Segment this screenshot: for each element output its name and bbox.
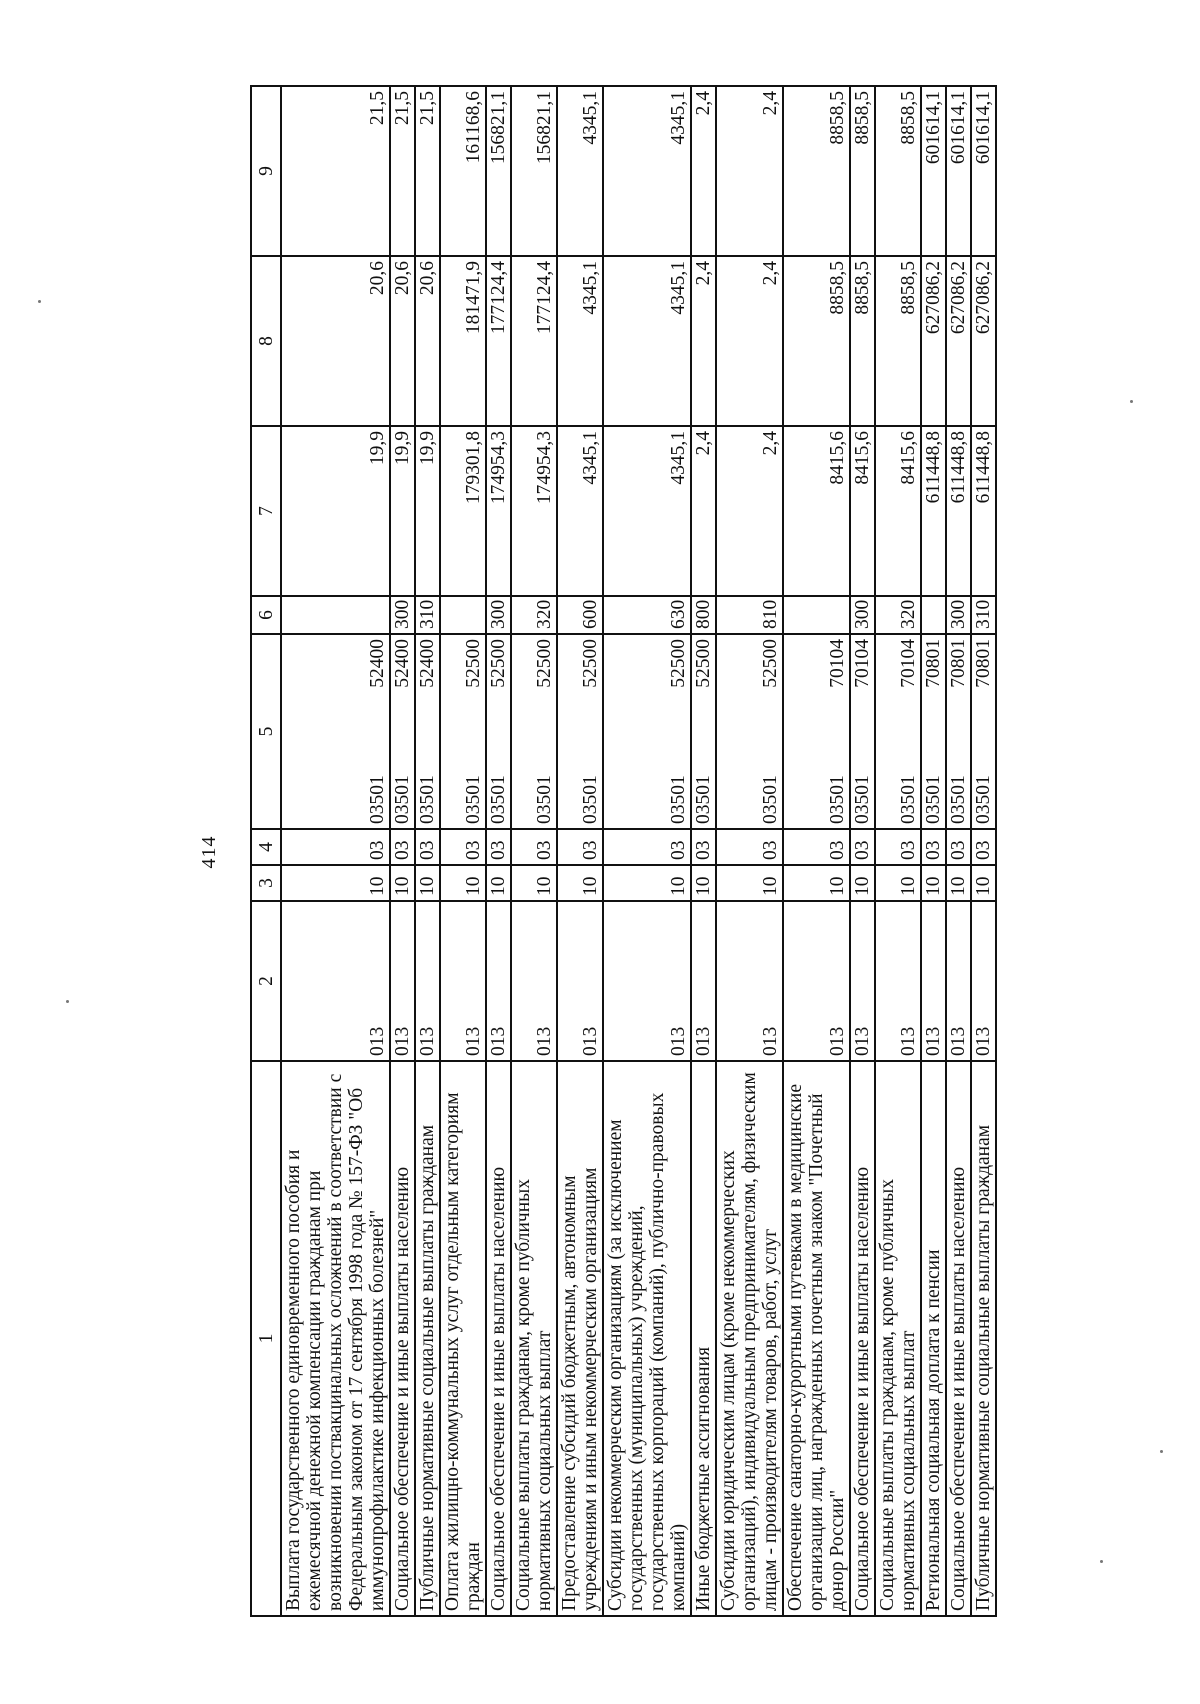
row-section-cell: 10 <box>716 865 783 901</box>
table-row <box>415 86 440 1616</box>
row-expense-type-cell: 300 <box>486 596 511 634</box>
row-subsection-cell: 03 <box>716 829 783 865</box>
row-amount-year2-cell: 627086,2 <box>921 256 946 426</box>
target-program-code: 03501 <box>367 775 388 824</box>
row-amount-year3-cell: 601614,1 <box>921 86 946 256</box>
header-cell: 8 <box>251 256 281 426</box>
row-target-code-cell <box>390 634 415 829</box>
row-section-cell: 10 <box>691 865 716 901</box>
table-row <box>971 86 996 1616</box>
row-amount-year1-cell: 19,9 <box>415 426 440 596</box>
row-target-code-cell <box>875 634 921 829</box>
row-subsection-cell: 03 <box>486 829 511 865</box>
table-row <box>783 86 850 1616</box>
row-amount-year3-cell: 8858,5 <box>850 86 875 256</box>
target-direction-code: 70801 <box>923 639 944 688</box>
target-program-code: 03501 <box>973 775 994 824</box>
row-amount-year1-cell: 4345,1 <box>557 426 603 596</box>
row-admin-code-cell: 013 <box>281 901 390 1061</box>
row-expense-type-cell <box>440 596 486 634</box>
row-amount-year2-cell: 2,4 <box>691 256 716 426</box>
row-expense-type-cell: 320 <box>875 596 921 634</box>
row-amount-year2-cell: 20,6 <box>390 256 415 426</box>
row-expense-type-cell: 300 <box>850 596 875 634</box>
row-amount-year1-cell: 8415,6 <box>875 426 921 596</box>
header-cell: 1 <box>251 1061 281 1616</box>
table-row <box>875 86 921 1616</box>
row-section-cell: 10 <box>946 865 971 901</box>
header-row <box>251 86 281 1616</box>
table-row <box>921 86 946 1616</box>
row-name-cell: Публичные нормативные социальные выплаты гражданам <box>415 1061 440 1616</box>
row-subsection-cell: 03 <box>440 829 486 865</box>
row-amount-year1-cell: 611448,8 <box>946 426 971 596</box>
row-expense-type-cell: 300 <box>946 596 971 634</box>
table-row <box>946 86 971 1616</box>
row-admin-code-cell: 013 <box>557 901 603 1061</box>
row-name-cell: Предоставление субсидий бюджетным, автономным учреждениям и иным некоммерческим организациям <box>557 1061 603 1616</box>
target-program-code: 03501 <box>898 775 919 824</box>
row-subsection-cell: 03 <box>691 829 716 865</box>
row-admin-code-cell: 013 <box>511 901 557 1061</box>
row-amount-year2-cell: 627086,2 <box>971 256 996 426</box>
target-program-code: 03501 <box>760 775 781 824</box>
row-name-cell: Иные бюджетные ассигнования <box>691 1061 716 1616</box>
row-target-code-cell <box>415 634 440 829</box>
row-subsection-cell: 03 <box>850 829 875 865</box>
row-subsection-cell: 03 <box>946 829 971 865</box>
row-name-cell: Социальное обеспечение и иные выплаты населению <box>946 1061 971 1616</box>
target-direction-code: 52500 <box>488 639 509 688</box>
row-admin-code-cell: 013 <box>921 901 946 1061</box>
row-amount-year3-cell: 2,4 <box>691 86 716 256</box>
row-section-cell: 10 <box>486 865 511 901</box>
row-admin-code-cell: 013 <box>440 901 486 1061</box>
target-direction-code: 52500 <box>534 639 555 688</box>
row-name-cell: Публичные нормативные социальные выплаты гражданам <box>971 1061 996 1616</box>
row-amount-year1-cell: 8415,6 <box>850 426 875 596</box>
row-amount-year1-cell: 174954,3 <box>486 426 511 596</box>
row-amount-year2-cell: 8858,5 <box>783 256 850 426</box>
row-section-cell: 10 <box>850 865 875 901</box>
scan-speck <box>1160 1450 1163 1453</box>
target-direction-code: 70801 <box>948 639 969 688</box>
target-direction-code: 52500 <box>760 639 781 688</box>
row-subsection-cell: 03 <box>390 829 415 865</box>
row-expense-type-cell: 810 <box>716 596 783 634</box>
scan-speck <box>1130 400 1133 403</box>
scan-speck <box>66 1000 69 1003</box>
row-amount-year3-cell: 4345,1 <box>603 86 691 256</box>
row-subsection-cell: 03 <box>511 829 557 865</box>
table-row <box>603 86 691 1616</box>
row-expense-type-cell <box>921 596 946 634</box>
row-amount-year1-cell: 611448,8 <box>971 426 996 596</box>
row-name-cell: Региональная социальная доплата к пенсии <box>921 1061 946 1616</box>
row-amount-year1-cell: 4345,1 <box>603 426 691 596</box>
target-program-code: 03501 <box>534 775 555 824</box>
target-direction-code: 70104 <box>898 639 919 688</box>
row-name-cell: Оплата жилищно-коммунальных услуг отдельным категориям граждан <box>440 1061 486 1616</box>
rotated-content <box>190 57 1010 1647</box>
header-cell: 7 <box>251 426 281 596</box>
table-row <box>440 86 486 1616</box>
row-subsection-cell: 03 <box>281 829 390 865</box>
row-expense-type-cell <box>281 596 390 634</box>
page-number: 414 <box>198 835 220 869</box>
row-amount-year1-cell: 8415,6 <box>783 426 850 596</box>
row-target-code-cell <box>946 634 971 829</box>
target-program-code: 03501 <box>488 775 509 824</box>
row-section-cell: 10 <box>281 865 390 901</box>
row-subsection-cell: 03 <box>415 829 440 865</box>
row-section-cell: 10 <box>440 865 486 901</box>
row-amount-year1-cell: 611448,8 <box>921 426 946 596</box>
table-row <box>511 86 557 1616</box>
row-subsection-cell: 03 <box>603 829 691 865</box>
row-admin-code-cell: 013 <box>486 901 511 1061</box>
row-section-cell: 10 <box>390 865 415 901</box>
row-target-code-cell <box>921 634 946 829</box>
row-amount-year2-cell: 8858,5 <box>850 256 875 426</box>
row-name-cell: Субсидии некоммерческим организациям (за исключением государственных (муниципальных) учреждений, государственных корпораций (компаний), публично-правовых компаний) <box>603 1061 691 1616</box>
row-name-cell: Социальные выплаты гражданам, кроме публичных нормативных социальных выплат <box>875 1061 921 1616</box>
target-direction-code: 52400 <box>417 639 438 688</box>
target-program-code: 03501 <box>392 775 413 824</box>
target-direction-code: 52500 <box>693 639 714 688</box>
target-program-code: 03501 <box>923 775 944 824</box>
row-expense-type-cell: 300 <box>390 596 415 634</box>
row-section-cell: 10 <box>511 865 557 901</box>
target-direction-code: 70801 <box>973 639 994 688</box>
table-row <box>390 86 415 1616</box>
row-section-cell: 10 <box>415 865 440 901</box>
row-target-code-cell <box>281 634 390 829</box>
row-amount-year3-cell: 21,5 <box>415 86 440 256</box>
row-amount-year3-cell: 161168,6 <box>440 86 486 256</box>
header-cell: 9 <box>251 86 281 256</box>
row-amount-year3-cell: 601614,1 <box>946 86 971 256</box>
row-amount-year2-cell: 20,6 <box>415 256 440 426</box>
row-section-cell: 10 <box>971 865 996 901</box>
row-amount-year3-cell: 156821,1 <box>486 86 511 256</box>
row-subsection-cell: 03 <box>557 829 603 865</box>
row-amount-year2-cell: 4345,1 <box>603 256 691 426</box>
header-cell: 3 <box>251 865 281 901</box>
row-amount-year2-cell: 181471,9 <box>440 256 486 426</box>
row-target-code-cell <box>783 634 850 829</box>
row-target-code-cell <box>971 634 996 829</box>
row-amount-year3-cell: 4345,1 <box>557 86 603 256</box>
row-target-code-cell <box>486 634 511 829</box>
target-program-code: 03501 <box>693 775 714 824</box>
target-direction-code: 52500 <box>463 639 484 688</box>
row-amount-year2-cell: 2,4 <box>716 256 783 426</box>
row-amount-year1-cell: 19,9 <box>390 426 415 596</box>
row-amount-year2-cell: 4345,1 <box>557 256 603 426</box>
row-admin-code-cell: 013 <box>691 901 716 1061</box>
row-name-cell: Социальное обеспечение и иные выплаты населению <box>390 1061 415 1616</box>
table-row <box>691 86 716 1616</box>
table-row <box>850 86 875 1616</box>
row-admin-code-cell: 013 <box>850 901 875 1061</box>
row-admin-code-cell: 013 <box>783 901 850 1061</box>
row-amount-year3-cell: 156821,1 <box>511 86 557 256</box>
target-direction-code: 52500 <box>668 639 689 688</box>
row-admin-code-cell: 013 <box>875 901 921 1061</box>
row-amount-year1-cell: 2,4 <box>716 426 783 596</box>
row-amount-year1-cell: 174954,3 <box>511 426 557 596</box>
target-program-code: 03501 <box>580 775 601 824</box>
row-amount-year3-cell: 8858,5 <box>875 86 921 256</box>
row-amount-year3-cell: 8858,5 <box>783 86 850 256</box>
table-row <box>716 86 783 1616</box>
row-expense-type-cell: 600 <box>557 596 603 634</box>
row-amount-year3-cell: 2,4 <box>716 86 783 256</box>
row-name-cell: Социальные выплаты гражданам, кроме публичных нормативных социальных выплат <box>511 1061 557 1616</box>
target-program-code: 03501 <box>463 775 484 824</box>
row-amount-year2-cell: 20,6 <box>281 256 390 426</box>
row-name-cell: Обеспечение санаторно-курортными путевками в медицинские организации лиц, награжденных почетным знаком "Почетный донор России" <box>783 1061 850 1616</box>
row-name-cell: Субсидии юридическим лицам (кроме некоммерческих организаций), индивидуальным предпринимателям, физическим лицам - производителям товаров, работ, услуг <box>716 1061 783 1616</box>
table-row <box>557 86 603 1616</box>
row-target-code-cell <box>716 634 783 829</box>
target-program-code: 03501 <box>417 775 438 824</box>
row-expense-type-cell: 800 <box>691 596 716 634</box>
row-section-cell: 10 <box>921 865 946 901</box>
budget-table <box>250 85 997 1617</box>
row-section-cell: 10 <box>783 865 850 901</box>
row-target-code-cell <box>691 634 716 829</box>
row-expense-type-cell <box>783 596 850 634</box>
row-amount-year3-cell: 601614,1 <box>971 86 996 256</box>
row-amount-year2-cell: 627086,2 <box>946 256 971 426</box>
row-name-cell: Социальное обеспечение и иные выплаты населению <box>486 1061 511 1616</box>
row-expense-type-cell: 310 <box>415 596 440 634</box>
row-target-code-cell <box>603 634 691 829</box>
header-cell: 4 <box>251 829 281 865</box>
target-direction-code: 52400 <box>392 639 413 688</box>
row-admin-code-cell: 013 <box>415 901 440 1061</box>
header-cell: 2 <box>251 901 281 1061</box>
row-amount-year2-cell: 177124,4 <box>511 256 557 426</box>
row-admin-code-cell: 013 <box>716 901 783 1061</box>
row-target-code-cell <box>440 634 486 829</box>
row-amount-year1-cell: 19,9 <box>281 426 390 596</box>
scan-speck <box>1100 1560 1103 1563</box>
row-amount-year3-cell: 21,5 <box>281 86 390 256</box>
target-program-code: 03501 <box>827 775 848 824</box>
table-row <box>281 86 390 1616</box>
row-admin-code-cell: 013 <box>390 901 415 1061</box>
row-admin-code-cell: 013 <box>603 901 691 1061</box>
header-cell: 6 <box>251 596 281 634</box>
row-amount-year1-cell: 179301,8 <box>440 426 486 596</box>
row-expense-type-cell: 310 <box>971 596 996 634</box>
scan-speck <box>38 300 41 303</box>
row-name-cell: Социальное обеспечение и иные выплаты населению <box>850 1061 875 1616</box>
row-name-cell: Выплата государственного единовременного пособия и ежемесячной денежной компенсации гражданам при возникновении поствакцинальных осложнений в соответствии с Федеральным законом от 17 сентября 1998 года № 157-ФЗ "Об иммунопрофилактике инфекционных болезней" <box>281 1061 390 1616</box>
row-subsection-cell: 03 <box>921 829 946 865</box>
row-admin-code-cell: 013 <box>946 901 971 1061</box>
row-amount-year2-cell: 177124,4 <box>486 256 511 426</box>
table-row <box>486 86 511 1616</box>
target-program-code: 03501 <box>948 775 969 824</box>
row-section-cell: 10 <box>603 865 691 901</box>
row-admin-code-cell: 013 <box>971 901 996 1061</box>
target-program-code: 03501 <box>852 775 873 824</box>
row-target-code-cell <box>511 634 557 829</box>
row-expense-type-cell: 630 <box>603 596 691 634</box>
target-direction-code: 52500 <box>580 639 601 688</box>
row-section-cell: 10 <box>557 865 603 901</box>
row-subsection-cell: 03 <box>971 829 996 865</box>
target-direction-code: 52400 <box>367 639 388 688</box>
row-expense-type-cell: 320 <box>511 596 557 634</box>
target-program-code: 03501 <box>668 775 689 824</box>
row-amount-year1-cell: 2,4 <box>691 426 716 596</box>
row-amount-year2-cell: 8858,5 <box>875 256 921 426</box>
row-amount-year3-cell: 21,5 <box>390 86 415 256</box>
header-cell: 5 <box>251 634 281 829</box>
row-section-cell: 10 <box>875 865 921 901</box>
target-direction-code: 70104 <box>827 639 848 688</box>
row-target-code-cell <box>557 634 603 829</box>
row-target-code-cell <box>850 634 875 829</box>
target-direction-code: 70104 <box>852 639 873 688</box>
row-subsection-cell: 03 <box>875 829 921 865</box>
row-subsection-cell: 03 <box>783 829 850 865</box>
